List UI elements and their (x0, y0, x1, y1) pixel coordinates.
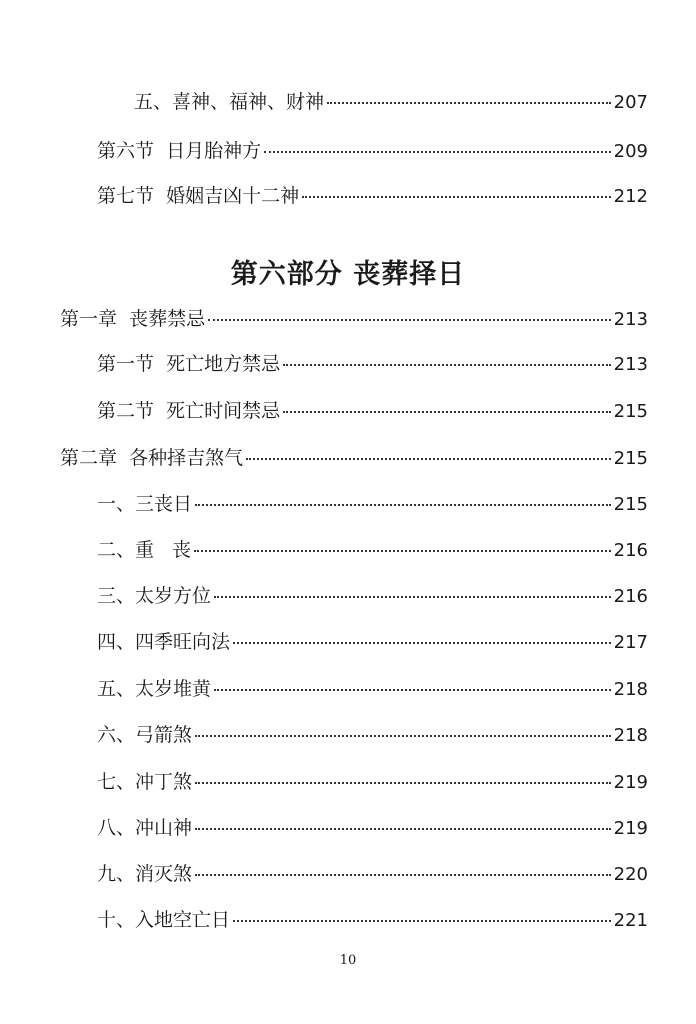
toc-entry (97, 862, 648, 886)
toc-entry (97, 723, 648, 747)
toc-entry-page: 221 (613, 910, 648, 931)
dot-leader (195, 735, 611, 737)
toc-entry (60, 307, 648, 331)
toc-entry (97, 816, 648, 840)
dot-leader (214, 596, 611, 598)
toc-entry (97, 399, 648, 423)
toc-entry-page: 219 (613, 818, 648, 839)
toc-entry-label: 二、重 丧 (97, 539, 192, 561)
toc-entry (97, 352, 648, 376)
dot-leader (283, 364, 611, 366)
toc-entry-label: 第二节 死亡时间禁忌 (97, 400, 281, 422)
toc-entry-page: 213 (613, 309, 648, 330)
toc-entry (97, 492, 648, 516)
toc-entry (134, 90, 648, 114)
toc-entry (97, 184, 648, 208)
toc-entry-label: 一、三丧日 (97, 493, 193, 515)
dot-leader (246, 458, 611, 460)
toc-entry-label: 六、弓箭煞 (97, 724, 193, 746)
toc-entry (60, 446, 648, 470)
dot-leader (194, 550, 611, 552)
toc-entry-label: 十、入地空亡日 (97, 909, 231, 931)
toc-entry-page: 213 (613, 354, 648, 375)
toc-entry-page: 215 (613, 494, 648, 515)
dot-leader (195, 828, 611, 830)
dot-leader (302, 196, 611, 198)
toc-entry-page: 209 (613, 141, 648, 162)
toc-entry-page: 215 (613, 401, 648, 422)
toc-entry-page: 219 (613, 772, 648, 793)
dot-leader (195, 782, 611, 784)
toc-entry-label: 第一章 丧葬禁忌 (60, 308, 206, 330)
toc-entry-label: 第二章 各种择吉煞气 (60, 447, 244, 469)
dot-leader (327, 102, 611, 104)
toc-entry-label: 七、冲丁煞 (97, 771, 193, 793)
dot-leader (208, 319, 611, 321)
toc-entry-page: 215 (613, 448, 648, 469)
toc-entry-label: 第六节 日月胎神方 (97, 140, 262, 162)
toc-entry-label: 四、四季旺向法 (97, 631, 231, 653)
toc-entry-label: 八、冲山神 (97, 817, 193, 839)
toc-entry-page: 217 (613, 632, 648, 653)
toc-entry-page: 207 (613, 92, 648, 113)
toc-entry (97, 677, 648, 701)
toc-entry-page: 218 (613, 679, 648, 700)
toc-entry (97, 770, 648, 794)
toc-entry-page: 220 (613, 864, 648, 885)
dot-leader (214, 689, 611, 691)
toc-entry-page: 218 (613, 725, 648, 746)
page-number: 10 (339, 953, 357, 968)
toc-entry (97, 538, 648, 562)
toc-entry-page: 212 (613, 186, 648, 207)
toc-entry-label: 五、喜神、福神、财神 (134, 91, 325, 113)
toc-entry-label: 三、太岁方位 (97, 585, 212, 607)
dot-leader (195, 874, 611, 876)
toc-entry (97, 139, 648, 163)
toc-entry-label: 九、消灭煞 (97, 863, 193, 885)
dot-leader (233, 920, 611, 922)
dot-leader (283, 411, 611, 413)
dot-leader (195, 504, 611, 506)
toc-entry (97, 584, 648, 608)
dot-leader (264, 151, 611, 153)
toc-entry-label: 第一节 死亡地方禁忌 (97, 353, 281, 375)
toc-entry-page: 216 (613, 586, 648, 607)
toc-entry-label: 第七节 婚姻吉凶十二神 (97, 185, 300, 207)
toc-entry-page: 216 (613, 540, 648, 561)
toc-entry (97, 630, 648, 654)
dot-leader (233, 642, 611, 644)
toc-entry (97, 908, 648, 932)
part-title: 第六部分 丧葬择日 (230, 259, 466, 290)
toc-entry-label: 五、太岁堆黄 (97, 678, 212, 700)
